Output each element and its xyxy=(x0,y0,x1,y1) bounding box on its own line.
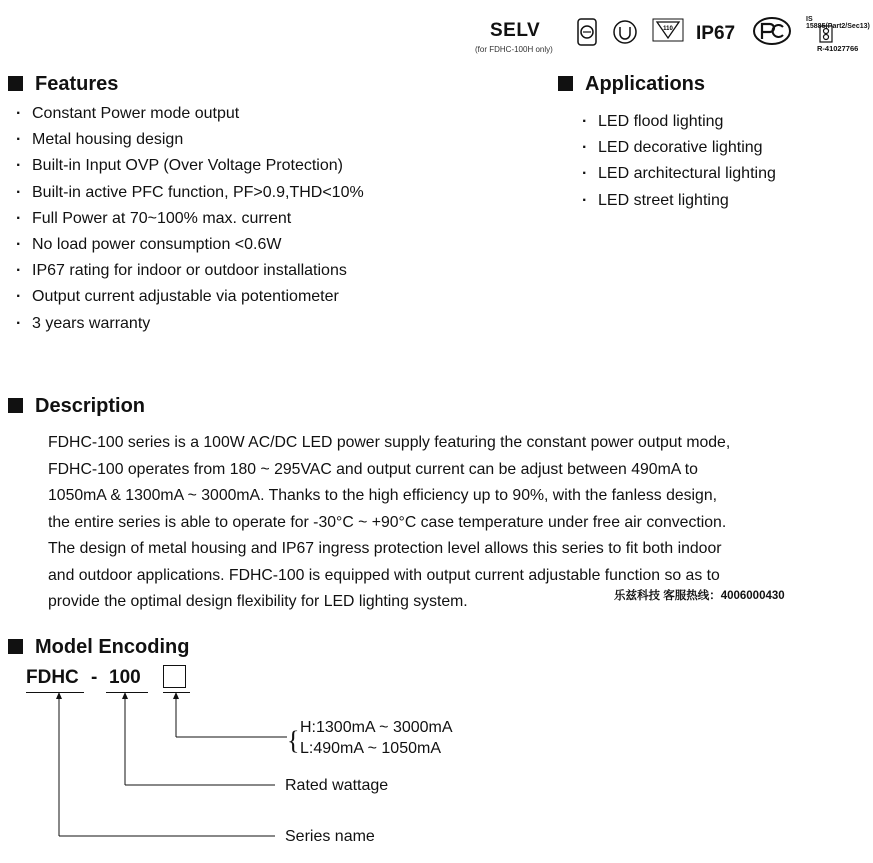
triangle-110-icon xyxy=(652,18,684,44)
feature-item: · Built-in Input OVP (Over Voltage Protection) xyxy=(16,157,343,175)
feature-item: · Metal housing design xyxy=(16,131,184,149)
application-item: · LED decorative lighting xyxy=(582,139,763,157)
service-hotline: 乐兹科技 客服热线：4006000430 xyxy=(614,590,785,602)
encoding-connectors xyxy=(0,690,300,850)
svg-text:110: 110 xyxy=(663,26,673,32)
ul-icon xyxy=(612,18,638,46)
model-series-code: FDHC xyxy=(26,667,79,688)
description-line: and outdoor applications. FDHC-100 is equipped with output current adjustable function so as to xyxy=(48,566,720,584)
description-line: the entire series is able to operate for -30°C ~ +90°C case temperature under free air convection. xyxy=(48,513,727,531)
pfc-eac-icon xyxy=(752,16,792,46)
application-item: · LED architectural lighting xyxy=(582,165,776,183)
feature-item: · Output current adjustable via potentiometer xyxy=(16,288,339,306)
description-line: The design of metal housing and IP67 ingress protection level allows this series to fit both indoor xyxy=(48,540,722,557)
feature-item: · Constant Power mode output xyxy=(16,105,240,122)
description-line: FDHC-100 series is a 100W AC/DC LED power supply featuring the constant power output mode, xyxy=(48,434,731,451)
section-bullet-icon xyxy=(8,639,23,654)
ip67-mark: IP67 xyxy=(696,23,736,44)
description-line: provide the optimal design flexibility for LED lighting system. xyxy=(48,593,468,610)
model-wattage-code: 100 xyxy=(109,667,141,688)
feature-item: · IP67 rating for indoor or outdoor installations xyxy=(16,262,347,280)
model-encoding-heading: Model Encoding xyxy=(8,636,189,659)
enec-icon xyxy=(576,18,598,46)
option-h-label: H:1300mA ~ 3000mA xyxy=(300,719,453,736)
series-name-label: Series name xyxy=(285,828,375,845)
is-registration-number: R-41027766 xyxy=(817,44,859,53)
bis-icon xyxy=(819,25,833,43)
is-standard-label: IS 15885(Part2/Sec13) xyxy=(806,16,870,30)
features-list xyxy=(16,101,364,337)
application-item: · LED street lighting xyxy=(582,191,729,209)
rated-wattage-label: Rated wattage xyxy=(285,777,389,794)
description-line: 1050mA & 1300mA ~ 3000mA. Thanks to the high efficiency up to 90%, with the fanless design, xyxy=(48,487,718,504)
selv-note: (for FDHC-100H only) xyxy=(475,45,553,54)
description-heading: Description xyxy=(8,395,145,418)
feature-item: · Built-in active PFC function, PF>0.9,THD<10% xyxy=(16,183,364,201)
application-item: · LED flood lighting xyxy=(582,113,724,130)
applications-list xyxy=(582,109,776,214)
description-line: FDHC-100 operates from 180 ~ 295VAC and output current can be adjust between 490mA to xyxy=(48,460,698,478)
selv-mark: SELV xyxy=(490,20,541,41)
feature-item: · Full Power at 70~100% max. current xyxy=(16,209,292,227)
section-bullet-icon xyxy=(558,76,573,91)
model-option-box xyxy=(163,665,186,688)
svg-text:{: { xyxy=(287,726,300,755)
applications-heading: Applications xyxy=(558,73,705,96)
option-l-label: L:490mA ~ 1050mA xyxy=(300,740,441,757)
features-heading: Features xyxy=(8,73,118,96)
section-bullet-icon xyxy=(8,76,23,91)
feature-item: · 3 years warranty xyxy=(16,314,151,332)
model-dash: - xyxy=(91,667,98,688)
feature-item: · No load power consumption <0.6W xyxy=(16,236,282,254)
section-bullet-icon xyxy=(8,398,23,413)
